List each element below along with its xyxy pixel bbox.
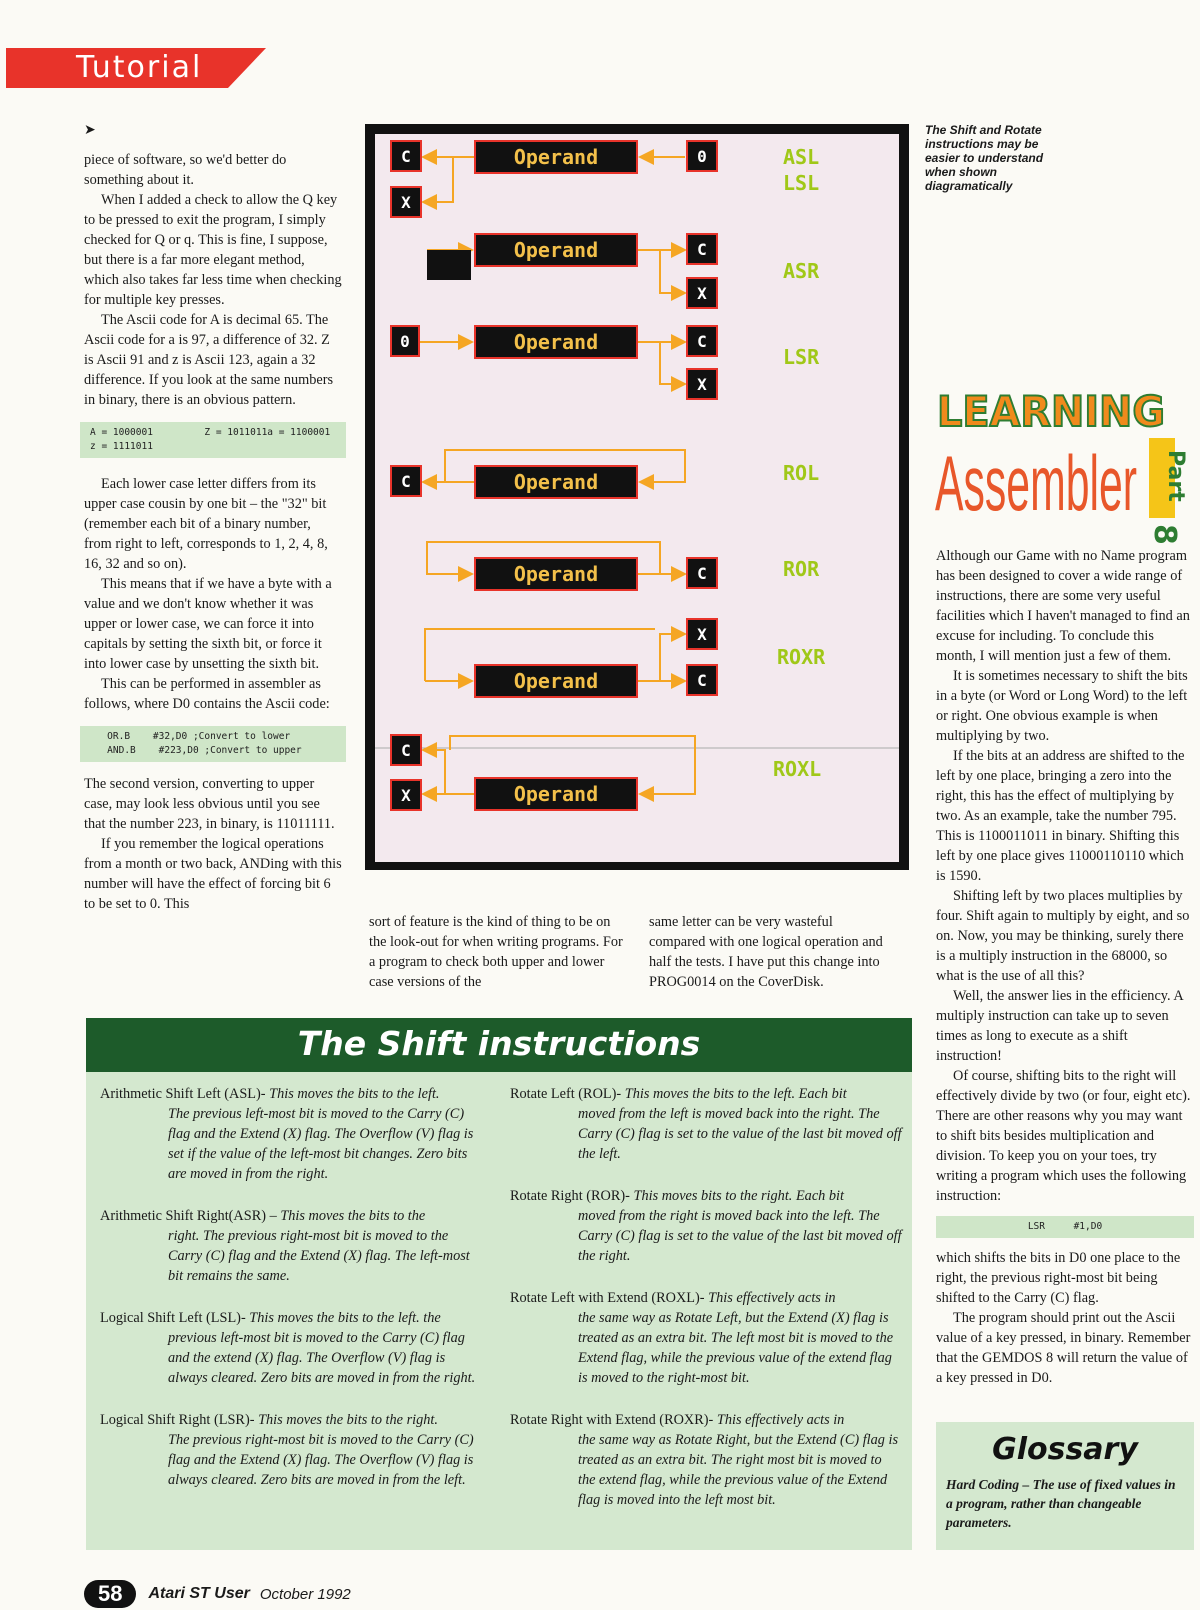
shift-instructions-box [86, 1018, 912, 1550]
code-block-assembler: OR.B #32,D0 ;Convert to lower AND.B #223,D0 ;Convert to upper [80, 726, 346, 762]
shift-box-title: The Shift instructions [86, 1018, 912, 1072]
instruction-desc-cont: The previous right-most bit is moved to the Carry (C) flag and the Extend (X) flag. The Overflow (V) flag is always cleared. Zero bits are moved in from the left. [168, 1432, 474, 1488]
carry-bit: C [401, 741, 411, 760]
instruction-term: Arithmetic Shift Right(ASR) – [100, 1208, 277, 1224]
operand-label: Operand [513, 330, 599, 354]
diagram-label-roxl: ROXL [773, 757, 822, 781]
carry-bit: C [697, 332, 707, 351]
shift-box-left-column [100, 1084, 484, 1512]
paragraph: sort of feature is the kind of thing to be on the look-out for when writing programs. For a program to check both upper and lower case versions of the [369, 914, 623, 990]
page-footer [84, 1580, 351, 1610]
instruction-term: Rotate Left with Extend (ROXL)- [510, 1290, 705, 1306]
instruction-term: Rotate Right (ROR)- [510, 1188, 630, 1204]
paragraph: If the bits at an address are shifted to the left by one place, bringing a zero into the right, this has the effect of multiplying by two. As an example, take the number 795. This is 1100011011 in binary. Shifting this left by one place gives 11000110110 which is 1590. [936, 748, 1185, 884]
instruction-entry [510, 1288, 902, 1388]
code-block-binary: A = 1000001 Z = 1011011a = 1100001 z = 1111011 [80, 422, 346, 458]
glossary-title: Glossary [992, 1432, 1138, 1467]
extend-bit: X [697, 375, 707, 394]
instruction-desc: This moves the bits to the right. [258, 1412, 438, 1428]
magazine-name: Atari ST User [148, 1585, 250, 1602]
paragraph: The Ascii code for A is decimal 65. The Ascii code for a is 97, a difference of 32. Z is Ascii 91 and z is Ascii 123, again a 32 difference. If you look at the same numbers in binary, there is an obvious pattern. [84, 312, 334, 408]
glossary-text: Hard Coding – The use of fixed values in a program, rather than changeable parameters. [946, 1477, 1176, 1530]
page-number: 58 [84, 1580, 136, 1608]
shift-rotate-diagram [365, 124, 909, 870]
carry-bit: C [697, 671, 707, 690]
logo-graphic [935, 387, 1197, 545]
section-tab [6, 48, 266, 88]
instruction-desc: This moves bits to the right. Each bit [633, 1188, 844, 1204]
paragraph: Shifting left by two places multiplies by four. Shift again to multiply by eight, and so on. Now, you may be thinking, surely there is a multiply instruction in the 68000, so what is the use of all this? [936, 888, 1190, 984]
article-column-2b [649, 912, 889, 992]
diagram-caption: The Shift and Rotate instructions may be easier to understand when shown diagramatically [925, 123, 1044, 193]
glossary-box [936, 1422, 1194, 1550]
operand-label: Operand [513, 562, 599, 586]
logo-assembler: Assembler [935, 439, 1137, 527]
paragraph: piece of software, so we'd better do something about it. [84, 152, 287, 188]
paragraph: which shifts the bits in D0 one place to the right, the previous right-most bit being shifted to the Carry (C) flag. [936, 1250, 1181, 1306]
zero-bit: 0 [697, 147, 707, 166]
instruction-desc: This effectively acts in [708, 1290, 836, 1306]
paragraph: Although our Game with no Name program has been designed to cover a wide range of instructions, there are some very useful facilities which I haven't managed to find an excuse for including. To conclude this month, I will mention just a few of them. [936, 548, 1190, 664]
instruction-desc: This moves the bits to the left. the [249, 1310, 441, 1326]
paragraph: Of course, shifting bits to the right will effectively divide by two (or four, eight etc). There are other reasons why you may want to shift bits besides multiplication and division. To keep you on your toes, try writing a program which uses the following instruction: [936, 1068, 1191, 1204]
paragraph: Each lower case letter differs from its upper case cousin by one bit – the "32" bit (remember each bit of a binary number, from right to left, corresponds to 1, 2, 4, 8, 16, 32 and so on). [84, 476, 328, 572]
instruction-term: Arithmetic Shift Left (ASL)- [100, 1086, 266, 1102]
diagram-label-lsl: LSL [783, 171, 820, 195]
instruction-term: Rotate Left (ROL)- [510, 1086, 622, 1102]
paragraph: If you remember the logical operations from a month or two back, ANDing with this number will have the effect of forcing bit 6 to be set to 0. This [84, 836, 342, 912]
instruction-desc-cont: the same way as Rotate Right, but the Extend (C) flag is treated as an extra bit. The right most bit is moved to the extend flag, while the previous value of the Extend flag is moved into the left most bit. [578, 1432, 899, 1508]
paragraph: same letter can be very wasteful compared with one logical operation and half the tests. I have put this change into PROG0014 on the CoverDisk. [649, 914, 883, 990]
instruction-desc-cont: moved from the right is moved back into the left. The Carry (C) flag is set to the value of the last bit moved off the right. [578, 1208, 902, 1264]
extend-bit: X [401, 193, 411, 212]
issue-date: October 1992 [259, 1585, 351, 1603]
diagram-label-asr: ASR [783, 259, 820, 283]
carry-bit: C [401, 472, 411, 491]
instruction-desc-cont: previous left-most bit is moved to the Carry (C) flag and the extend (X) flag. The Overflow (V) flag is always cleared. Zero bits are moved in from the right. [168, 1330, 476, 1386]
operand-label: Operand [513, 470, 599, 494]
instruction-desc-cont: The previous left-most bit is moved to the Carry (C) flag and the Extend (X) flag. The Overflow (V) flag is set if the value of the left-most bit changes. Zero bits are moved in from the right. [168, 1106, 474, 1182]
paragraph: The program should print out the Ascii value of a key pressed, in binary. Remember that the GEMDOS 8 will return the value of a key pressed in D0. [936, 1310, 1191, 1386]
instruction-desc: This moves the bits to the [280, 1208, 426, 1224]
instruction-entry [510, 1084, 902, 1164]
paragraph: This can be performed in assembler as follows, where D0 contains the Ascii code: [84, 676, 330, 712]
carry-bit: C [697, 240, 707, 259]
diagram-label-lsr: LSR [783, 345, 820, 369]
article-column-3 [936, 546, 1194, 1388]
paragraph: When I added a check to allow the Q key to be pressed to exit the program, I simply checked for Q or q. This is fine, I suppose, but there is a far more elegant method, which also takes far less time when checking for multiple key presses. [84, 192, 342, 308]
paragraph: It is sometimes necessary to shift the bits in a byte (or Word or Long Word) to the left or right. One obvious example is when multiplying by two. [936, 668, 1188, 744]
learning-assembler-logo [935, 387, 1197, 545]
zero-bit: 0 [400, 332, 410, 351]
instruction-desc: This effectively acts in [716, 1412, 845, 1428]
diagram-label-asl: ASL [783, 145, 820, 169]
instruction-desc-cont: right. The previous right-most bit is moved to the Carry (C) flag and the Extend (X) flag. The left-most bit remains the same. [168, 1228, 470, 1284]
code-block-lsr: LSR #1,D0 [936, 1216, 1194, 1238]
paragraph: Well, the answer lies in the efficiency. A multiply instruction can take up to seven times as long to execute as a shift instruction! [936, 988, 1183, 1064]
section-tab-label: Tutorial [76, 50, 203, 85]
carry-bit: C [401, 147, 411, 166]
operand-label: Operand [513, 782, 599, 806]
instruction-term: Logical Shift Right (LSR)- [100, 1412, 255, 1428]
logo-part: Part [1163, 450, 1188, 502]
instruction-entry [100, 1410, 484, 1490]
instruction-desc: This moves the bits to the left. [269, 1086, 440, 1102]
operand-label: Operand [513, 238, 599, 262]
instruction-entry [100, 1308, 484, 1388]
extend-bit: X [401, 786, 411, 805]
logo-learning: LEARNING [937, 387, 1165, 436]
paragraph: The second version, converting to upper case, may look less obvious until you see that the number 223, in binary, is 11011111. [84, 776, 335, 832]
article-column-2a [369, 912, 631, 992]
instruction-term: Rotate Right with Extend (ROXR)- [510, 1412, 714, 1428]
continued-arrow-icon: ➤ [84, 123, 96, 138]
instruction-desc-cont: moved from the left is moved back into the right. The Carry (C) flag is set to the value of the last bit moved off the left. [578, 1106, 902, 1162]
diagram-label-roxr: ROXR [777, 645, 826, 669]
instruction-desc: This moves the bits to the left. Each bit [624, 1086, 847, 1102]
diagram-label-ror: ROR [783, 557, 820, 581]
logo-part-number: 8 [1147, 524, 1182, 545]
carry-bit: C [697, 564, 707, 583]
instruction-entry [100, 1084, 484, 1184]
extend-bit: X [697, 625, 707, 644]
instruction-entry [100, 1206, 484, 1286]
operand-label: Operand [513, 669, 599, 693]
instruction-desc-cont: the same way as Rotate Left, but the Extend (X) flag is treated as an extra bit. The left most bit is moved to the Extend flag, while the previous value of the extend flag is moved to the right-most bit. [578, 1310, 894, 1386]
operand-label: Operand [513, 145, 599, 169]
instruction-entry [510, 1186, 902, 1266]
shift-box-right-column [510, 1084, 902, 1532]
paragraph: This means that if we have a byte with a value and we don't know whether it was upper or lower case, we can force it into capitals by setting the sixth bit, or force it into lower case by unsetting the sixth bit. [84, 576, 332, 672]
diagram-canvas [365, 124, 909, 870]
diagram-label-rol: ROL [783, 461, 820, 485]
instruction-term: Logical Shift Left (LSL)- [100, 1310, 246, 1326]
extend-bit: X [697, 284, 707, 303]
article-column-1 [84, 150, 342, 914]
instruction-entry [510, 1410, 902, 1510]
